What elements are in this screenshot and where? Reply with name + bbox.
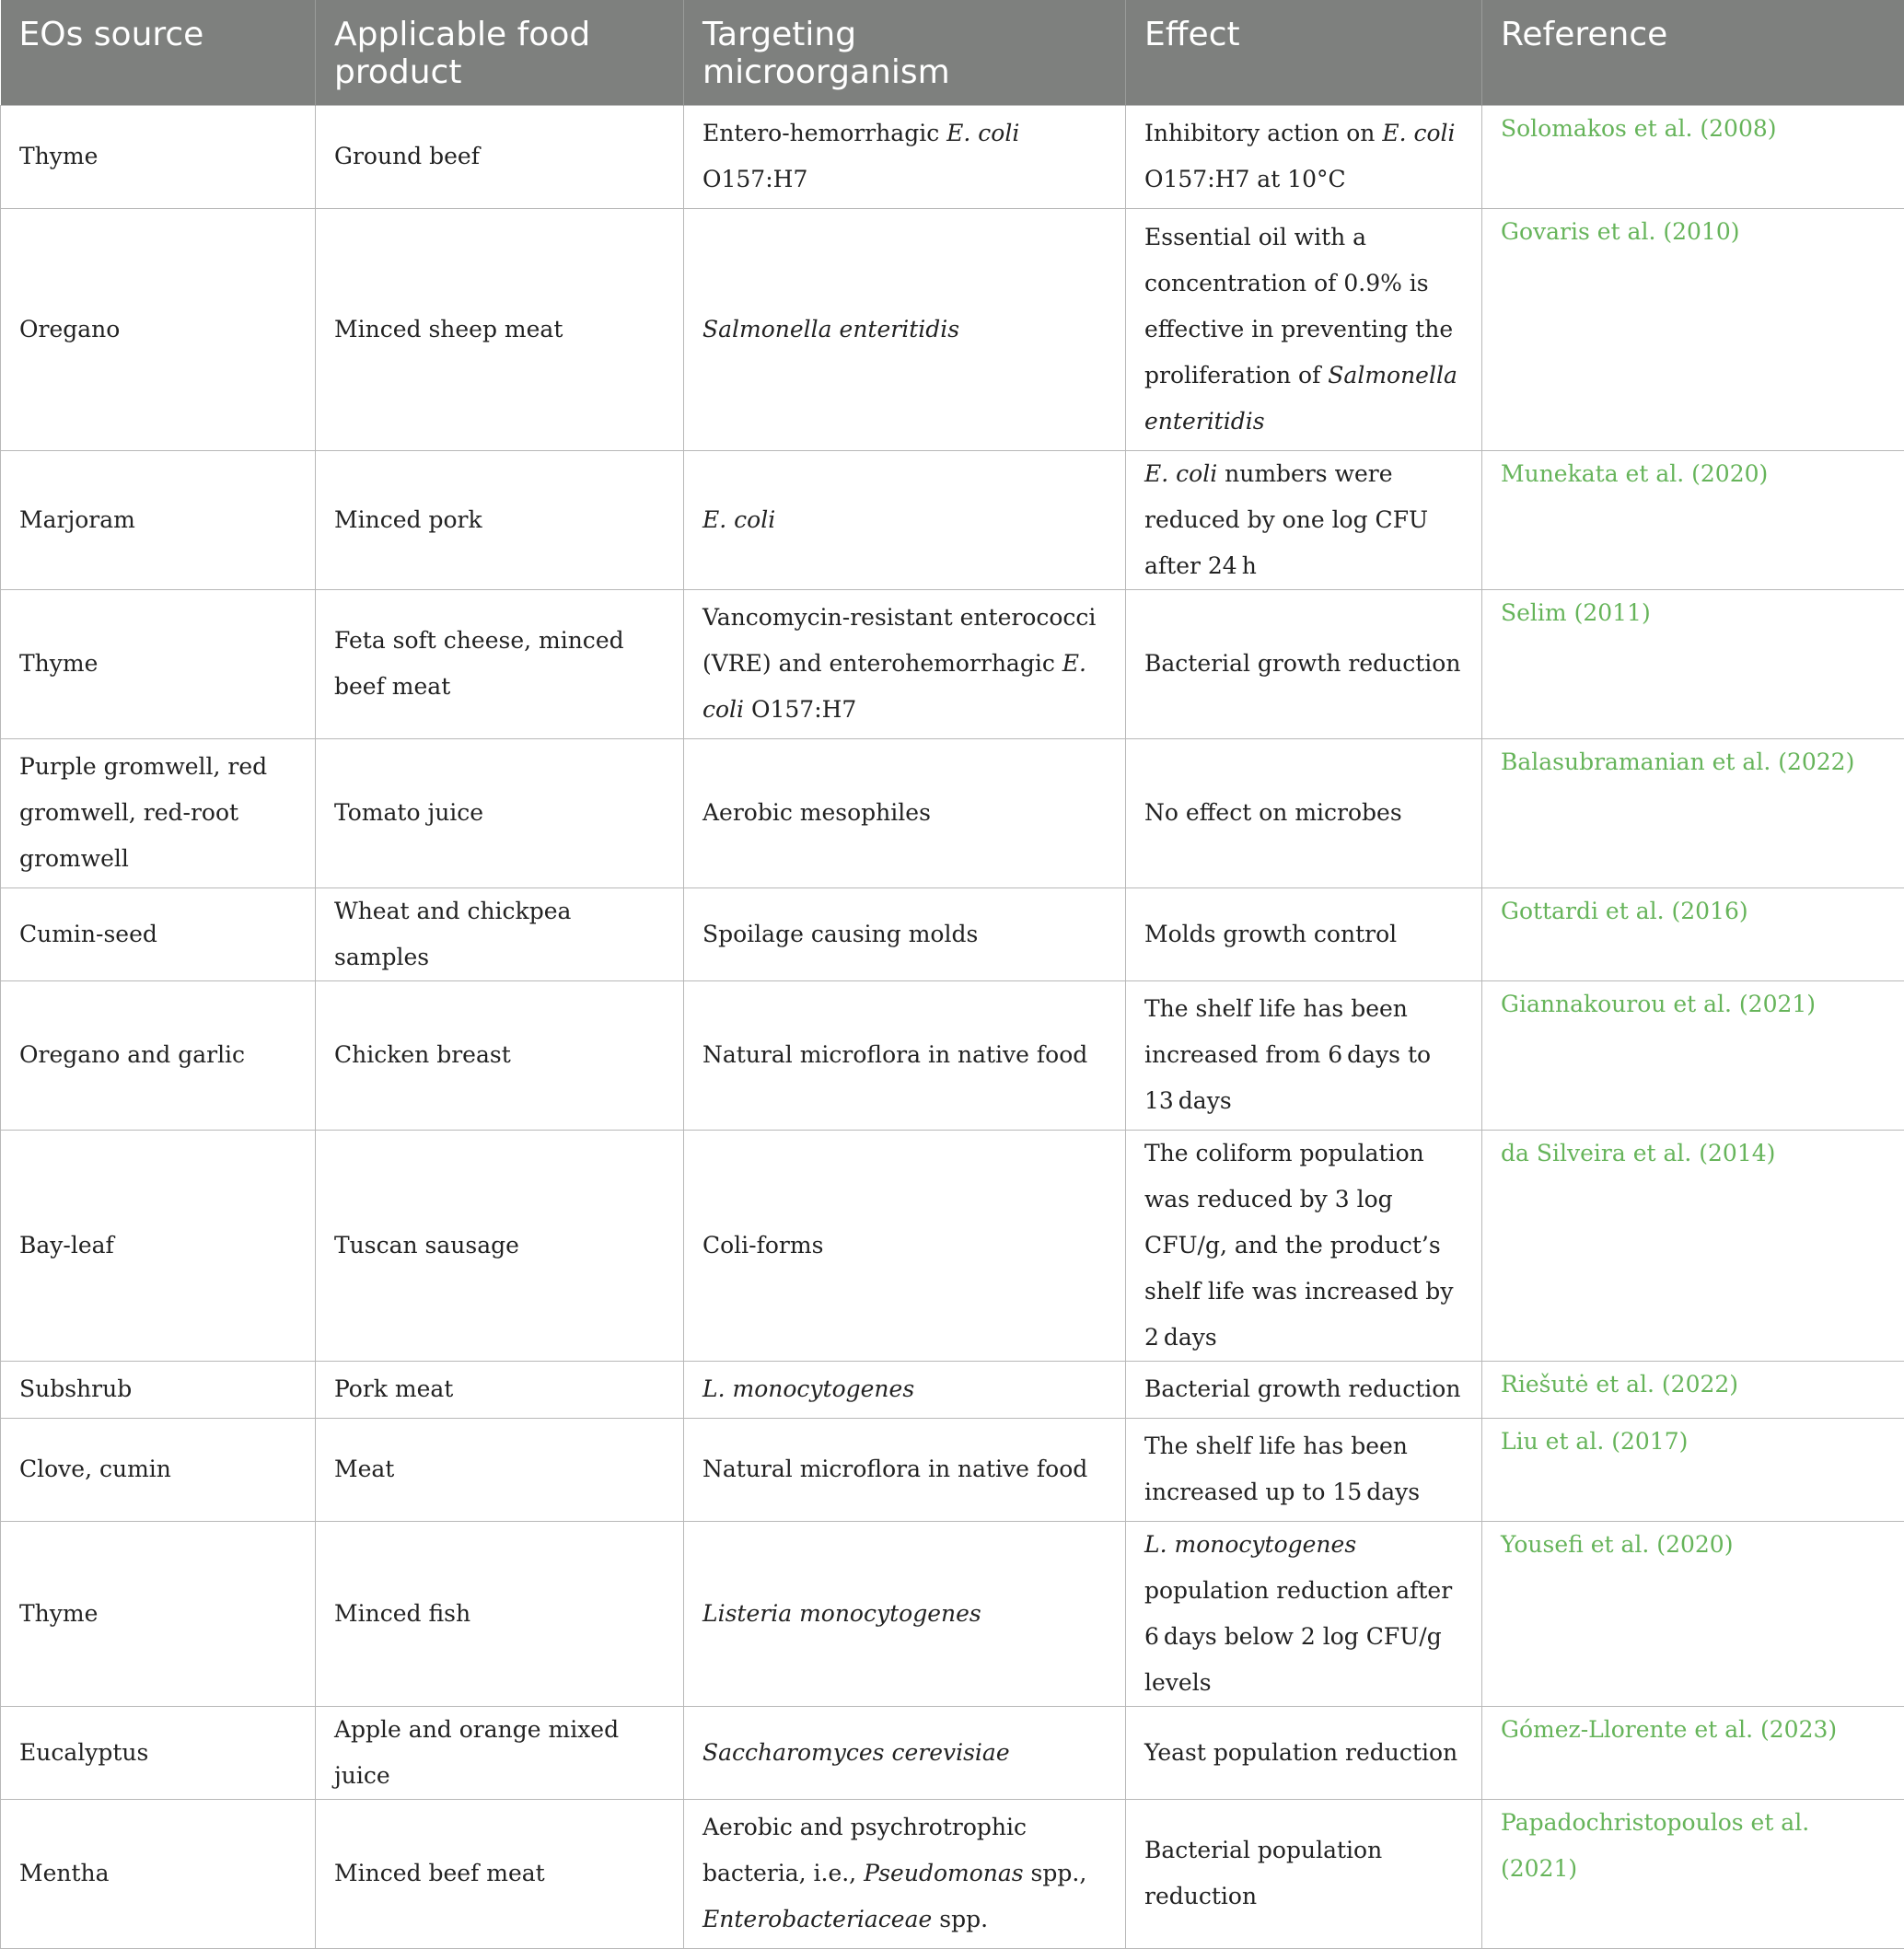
- cell-text-segment: Natural microflora in native food: [702, 1041, 1087, 1068]
- reference-link[interactable]: Solomakos et al. (2008): [1482, 105, 1904, 208]
- reference-link[interactable]: Munekata et al. (2020): [1482, 450, 1904, 589]
- italic-taxon-text: Saccharomyces cerevisiae: [702, 1739, 1010, 1766]
- cell-food-product: Tomato juice: [316, 738, 684, 887]
- cell-text-segment: Aerobic mesophiles: [702, 799, 931, 826]
- cell-food-product: Minced pork: [316, 450, 684, 589]
- cell-text-segment: Bacterial population reduction: [1144, 1837, 1382, 1909]
- italic-taxon-text: E. coli: [702, 650, 1086, 723]
- cell-microorganism: [684, 589, 1126, 738]
- cell-effect: [1126, 450, 1482, 589]
- reference-link[interactable]: Selim (2011): [1482, 589, 1904, 738]
- reference-link[interactable]: Riešutė et al. (2022): [1482, 1361, 1904, 1418]
- cell-eos-source: Bay-leaf: [1, 1130, 316, 1361]
- cell-microorganism: [684, 1361, 1126, 1418]
- italic-taxon-text: Salmonella enteritidis: [1144, 362, 1457, 435]
- cell-eos-source: Purple gromwell, red gromwell, red-root gromwell: [1, 738, 316, 887]
- reference-link[interactable]: da Silveira et al. (2014): [1482, 1130, 1904, 1361]
- table-row: [1, 1418, 1904, 1521]
- table-row: [1, 208, 1904, 450]
- italic-taxon-text: E. coli: [702, 506, 775, 533]
- table-row: [1, 1706, 1904, 1799]
- cell-text-segment: O157:H7: [744, 696, 856, 723]
- cell-eos-source: Marjoram: [1, 450, 316, 589]
- cell-text-segment: Bacterial growth reduction: [1144, 1375, 1460, 1402]
- cell-food-product: Feta soft cheese, minced beef meat: [316, 589, 684, 738]
- cell-microorganism: [684, 1130, 1126, 1361]
- cell-eos-source: Cumin-seed: [1, 887, 316, 980]
- reference-link[interactable]: Papadochristopoulos et al. (2021): [1482, 1799, 1904, 1948]
- reference-link[interactable]: Yousefi et al. (2020): [1482, 1521, 1904, 1706]
- cell-text-segment: spp.: [932, 1906, 988, 1932]
- cell-effect: [1126, 208, 1482, 450]
- cell-microorganism: [684, 450, 1126, 589]
- cell-food-product: Minced sheep meat: [316, 208, 684, 450]
- cell-text-segment: The coliform population was reduced by 3 log CFU/g, and the product’s shelf life was increased by 2 days: [1144, 1140, 1453, 1351]
- header-eos-source: EOs source: [1, 0, 316, 105]
- italic-taxon-text: Salmonella enteritidis: [702, 316, 959, 342]
- cell-text-segment: Inhibitory action on: [1144, 120, 1382, 146]
- cell-text-segment: Entero-hemorrhagic: [702, 120, 946, 146]
- cell-eos-source: Mentha: [1, 1799, 316, 1948]
- cell-effect: [1126, 1130, 1482, 1361]
- cell-text-segment: O157:H7 at 10°C: [1144, 166, 1346, 192]
- cell-text-segment: The shelf life has been increased from 6 days to 13 days: [1144, 995, 1431, 1114]
- cell-microorganism: [684, 1418, 1126, 1521]
- cell-effect: [1126, 738, 1482, 887]
- cell-text-segment: Bacterial growth reduction: [1144, 650, 1460, 677]
- cell-text-segment: Natural microflora in native food: [702, 1456, 1087, 1482]
- header-reference: Reference: [1482, 0, 1904, 105]
- cell-text-segment: Coli-forms: [702, 1232, 823, 1259]
- cell-food-product: Ground beef: [316, 105, 684, 208]
- reference-link[interactable]: Balasubramanian et al. (2022): [1482, 738, 1904, 887]
- cell-text-segment: Vancomycin-resistant enterococci (VRE) and enterohemorrhagic: [702, 604, 1096, 677]
- table-row: [1, 450, 1904, 589]
- cell-effect: [1126, 1521, 1482, 1706]
- cell-eos-source: Eucalyptus: [1, 1706, 316, 1799]
- italic-taxon-text: E. coli: [946, 120, 1019, 146]
- table-row: [1, 887, 1904, 980]
- cell-eos-source: Thyme: [1, 589, 316, 738]
- table-header: [1, 0, 1904, 105]
- table-row: [1, 105, 1904, 208]
- table-row: [1, 1130, 1904, 1361]
- cell-text-segment: No effect on microbes: [1144, 799, 1402, 826]
- cell-food-product: Wheat and chickpea samples: [316, 887, 684, 980]
- cell-food-product: Pork meat: [316, 1361, 684, 1418]
- cell-text-segment: population reduction after 6 days below 2 log CFU/g levels: [1144, 1577, 1452, 1696]
- table-body: [1, 105, 1904, 1948]
- italic-taxon-text: E. coli: [1144, 460, 1217, 487]
- cell-food-product: Apple and orange mixed juice: [316, 1706, 684, 1799]
- header-row: [1, 0, 1904, 105]
- cell-microorganism: [684, 1706, 1126, 1799]
- cell-microorganism: [684, 1799, 1126, 1948]
- table-row: [1, 980, 1904, 1130]
- cell-eos-source: Oregano: [1, 208, 316, 450]
- italic-taxon-text: E. coli: [1382, 120, 1455, 146]
- cell-text-segment: Essential oil with a concentration of 0.9% is effective in preventing the proliferation of: [1144, 224, 1453, 389]
- cell-microorganism: [684, 105, 1126, 208]
- cell-effect: [1126, 1799, 1482, 1948]
- table-row: [1, 738, 1904, 887]
- cell-food-product: Minced fish: [316, 1521, 684, 1706]
- cell-eos-source: Oregano and garlic: [1, 980, 316, 1130]
- cell-text-segment: Aerobic and psychrotrophic bacteria, i.e.,: [702, 1814, 1027, 1886]
- table-row: [1, 1361, 1904, 1418]
- cell-effect: [1126, 105, 1482, 208]
- cell-effect: [1126, 1361, 1482, 1418]
- cell-effect: [1126, 1418, 1482, 1521]
- cell-eos-source: Thyme: [1, 1521, 316, 1706]
- table-row: [1, 1799, 1904, 1948]
- cell-text-segment: spp.,: [1024, 1860, 1087, 1886]
- reference-link[interactable]: Gómez-Llorente et al. (2023): [1482, 1706, 1904, 1799]
- cell-eos-source: Thyme: [1, 105, 316, 208]
- table-row: [1, 589, 1904, 738]
- header-effect: Effect: [1126, 0, 1482, 105]
- table-row: [1, 1521, 1904, 1706]
- cell-text-segment: Yeast population reduction: [1144, 1739, 1457, 1766]
- cell-effect: [1126, 589, 1482, 738]
- cell-food-product: Chicken breast: [316, 980, 684, 1130]
- italic-taxon-text: L. monocytogenes: [1144, 1531, 1356, 1558]
- cell-microorganism: [684, 1521, 1126, 1706]
- cell-text-segment: Spoilage causing molds: [702, 921, 978, 947]
- cell-text-segment: Molds growth control: [1144, 921, 1397, 947]
- cell-food-product: Meat: [316, 1418, 684, 1521]
- cell-eos-source: Subshrub: [1, 1361, 316, 1418]
- cell-microorganism: [684, 887, 1126, 980]
- header-applicable-food-product: Applicable food product: [316, 0, 684, 105]
- cell-text-segment: numbers were reduced by one log CFU after 24 h: [1144, 460, 1428, 579]
- italic-taxon-text: L. monocytogenes: [702, 1375, 914, 1402]
- cell-text-segment: The shelf life has been increased up to 15 days: [1144, 1433, 1420, 1505]
- cell-microorganism: [684, 980, 1126, 1130]
- cell-text-segment: O157:H7: [702, 166, 807, 192]
- header-targeting-microorganism: Targeting microorganism: [684, 0, 1126, 105]
- cell-effect: [1126, 1706, 1482, 1799]
- cell-effect: [1126, 887, 1482, 980]
- reference-link[interactable]: Liu et al. (2017): [1482, 1418, 1904, 1521]
- cell-microorganism: [684, 738, 1126, 887]
- cell-food-product: Tuscan sausage: [316, 1130, 684, 1361]
- cell-eos-source: Clove, cumin: [1, 1418, 316, 1521]
- italic-taxon-text: Enterobacteriaceae: [702, 1906, 932, 1932]
- reference-link[interactable]: Gottardi et al. (2016): [1482, 887, 1904, 980]
- cell-effect: [1126, 980, 1482, 1130]
- cell-microorganism: [684, 208, 1126, 450]
- reference-link[interactable]: Giannakourou et al. (2021): [1482, 980, 1904, 1130]
- italic-taxon-text: Listeria monocytogenes: [702, 1600, 981, 1627]
- cell-food-product: Minced beef meat: [316, 1799, 684, 1948]
- italic-taxon-text: Pseudomonas: [864, 1860, 1024, 1886]
- reference-link[interactable]: Govaris et al. (2010): [1482, 208, 1904, 450]
